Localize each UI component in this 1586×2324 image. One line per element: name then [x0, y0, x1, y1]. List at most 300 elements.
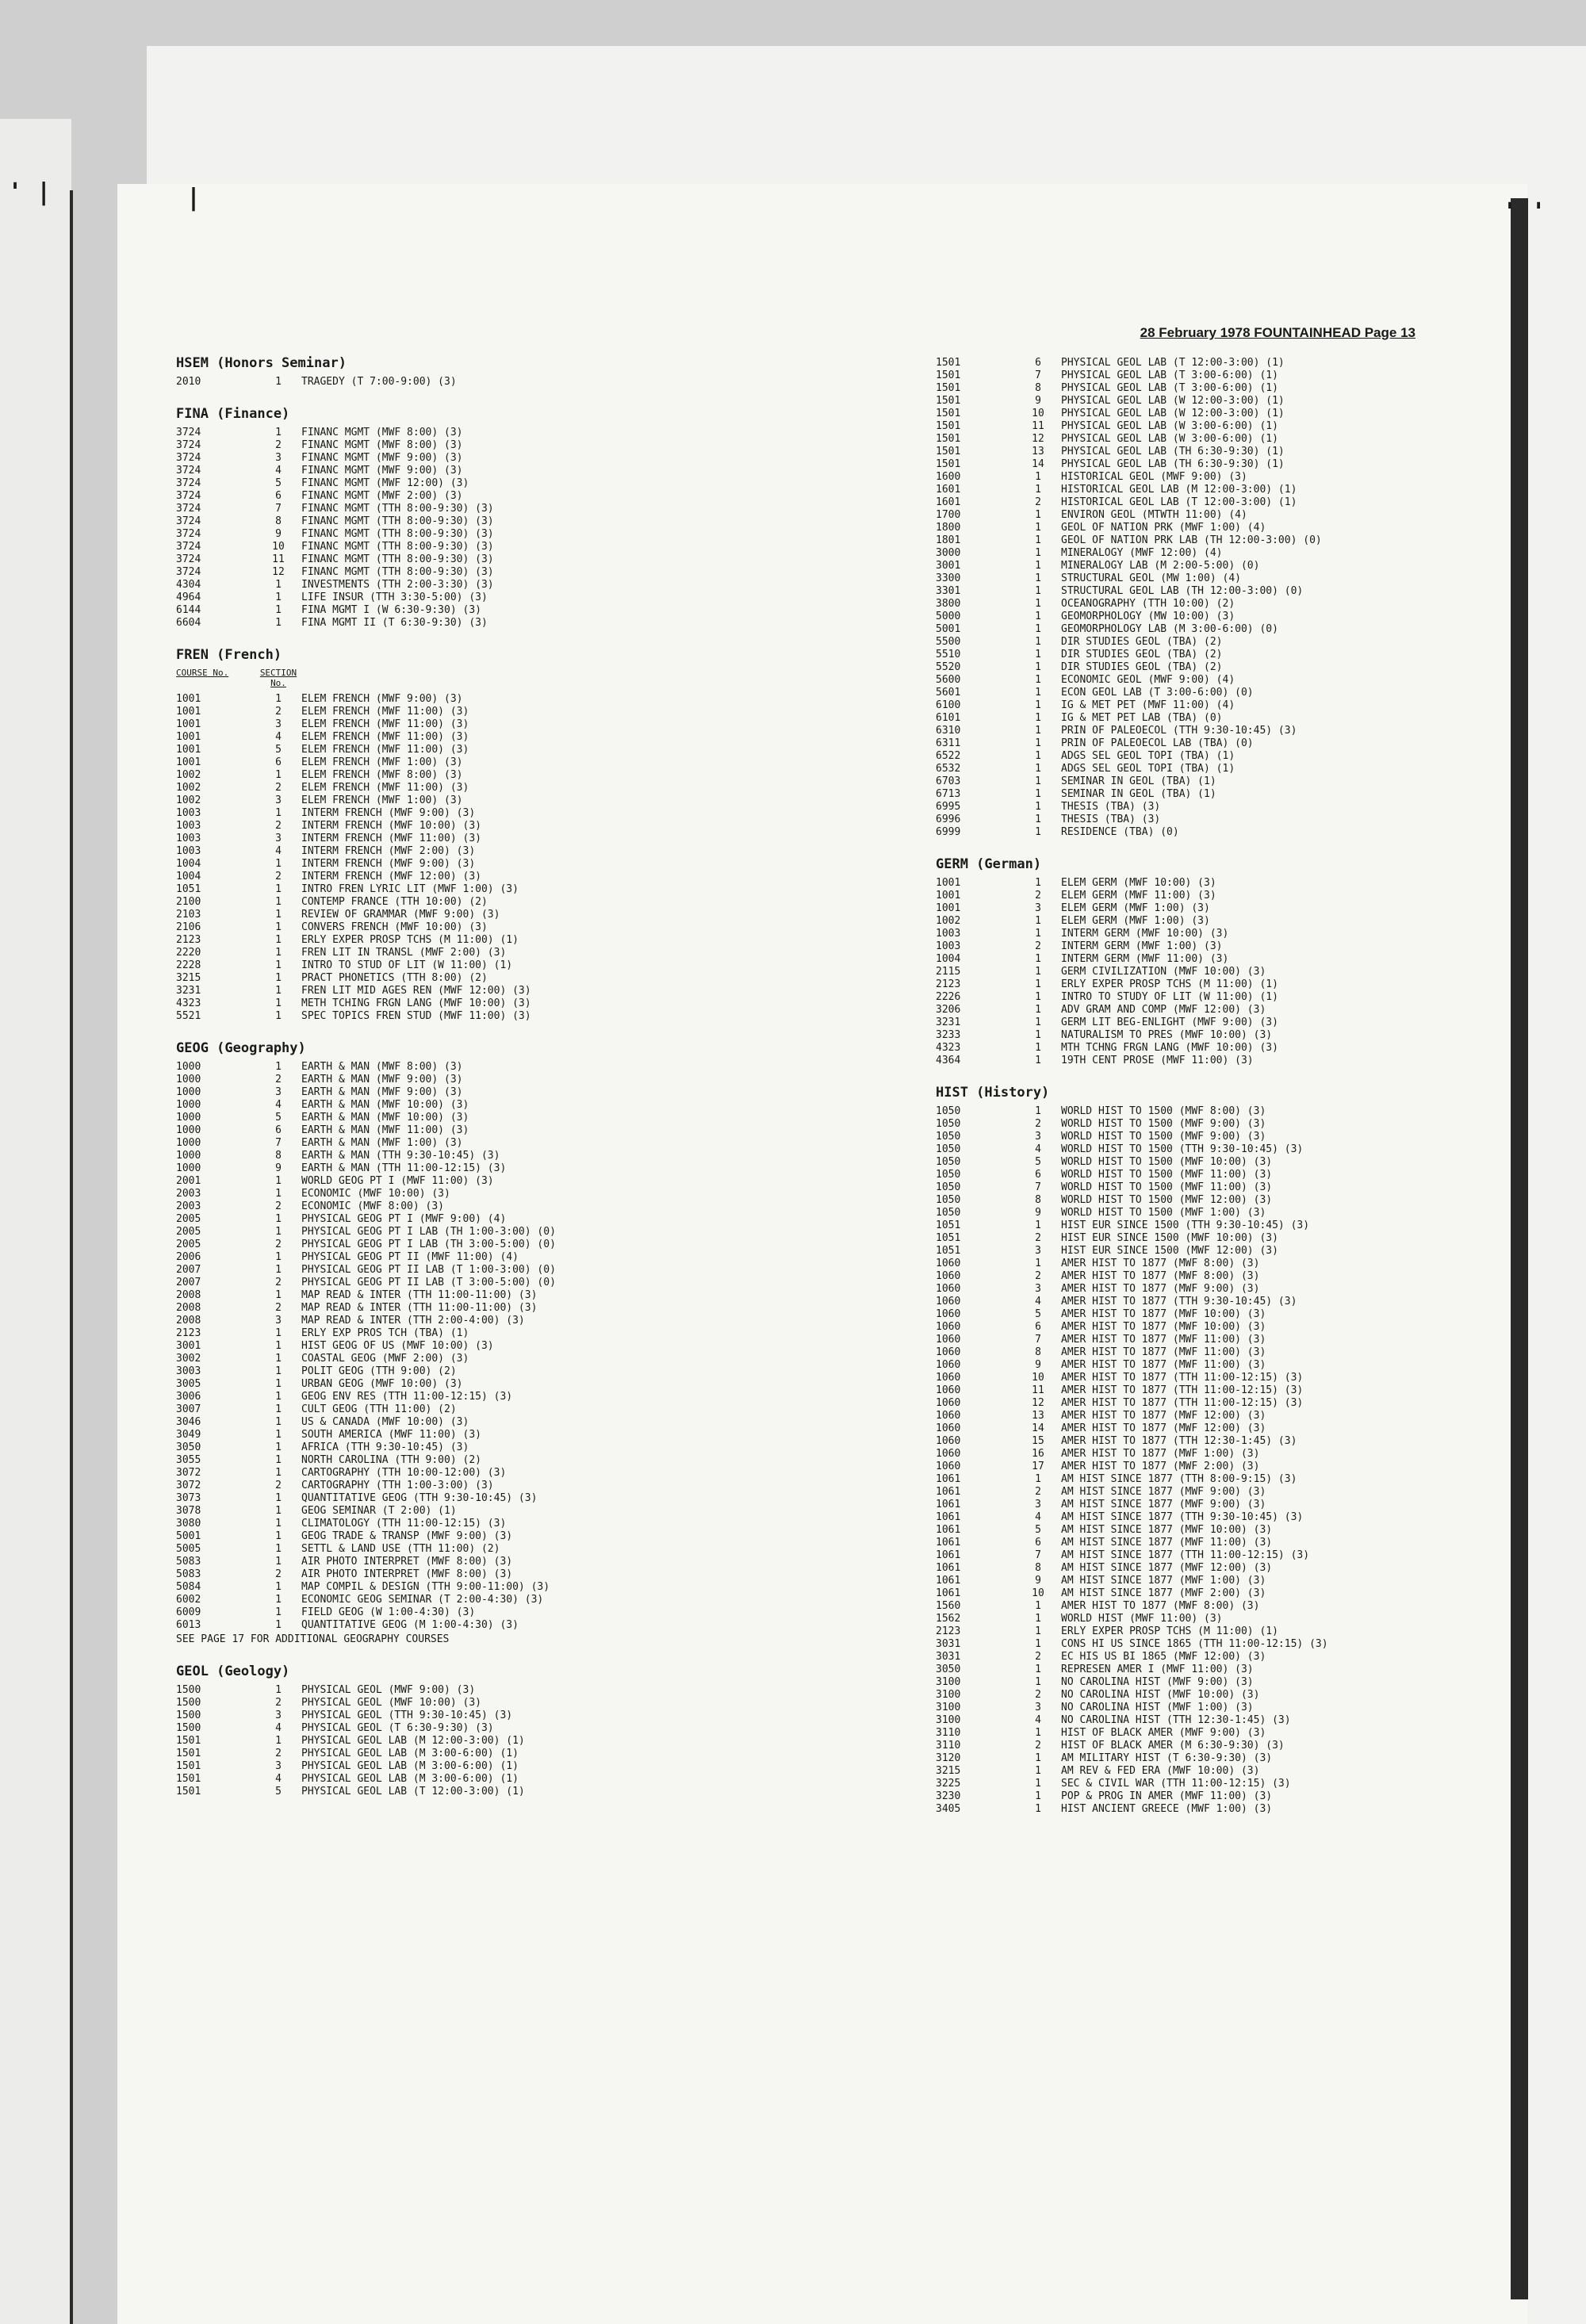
course-number: 1060 [936, 1283, 961, 1295]
course-row [936, 1258, 1570, 1270]
course-row [176, 541, 810, 553]
course-row [936, 1410, 1570, 1422]
course-title: FIELD GEOG (W 1:00-4:30) (3) [301, 1606, 476, 1618]
course-section [176, 1042, 810, 1646]
course-row [936, 826, 1570, 839]
course-row [936, 1156, 1570, 1169]
course-title: WORLD HIST TO 1500 (MWF 8:00) (3) [1061, 1105, 1266, 1117]
course-title: AM HIST SINCE 1877 (MWF 11:00) (3) [1061, 1537, 1273, 1549]
section-number: 2 [275, 706, 282, 718]
course-title: PHYSICAL GEOG PT II (MWF 11:00) (4) [301, 1251, 519, 1263]
section-number: 7 [1035, 369, 1041, 381]
course-title: ADV GRAM AND COMP (MWF 12:00) (3) [1061, 1004, 1266, 1016]
course-number: 1061 [936, 1473, 961, 1485]
course-row [176, 1518, 810, 1530]
course-title: GEOG ENV RES (TTH 11:00-12:15) (3) [301, 1391, 513, 1403]
course-section [176, 408, 810, 630]
section-number: 1 [1035, 1752, 1041, 1764]
course-row [936, 1461, 1570, 1473]
course-number: 3005 [176, 1378, 201, 1390]
section-number: 14 [1032, 458, 1044, 470]
course-number: 2106 [176, 921, 201, 933]
course-number: 3206 [936, 1004, 961, 1016]
section-number: 2 [275, 1277, 282, 1288]
course-row [936, 1651, 1570, 1664]
course-number: 2103 [176, 909, 201, 921]
section-number: 1 [1035, 1004, 1041, 1016]
course-row [176, 1581, 810, 1594]
section-number: 1 [1035, 1625, 1041, 1637]
course-number: 3120 [936, 1752, 961, 1764]
course-row [936, 1017, 1570, 1029]
section-number: 1 [1035, 1778, 1041, 1790]
section-number: 3 [1035, 1283, 1041, 1295]
course-title: AM MILITARY HIST (T 6:30-9:30) (3) [1061, 1752, 1273, 1764]
course-title: DIR STUDIES GEOL (TBA) (2) [1061, 649, 1223, 660]
course-number: 3055 [176, 1454, 201, 1466]
course-title: HIST EUR SINCE 1500 (MWF 10:00) (3) [1061, 1232, 1278, 1244]
course-row [176, 1492, 810, 1505]
course-number: 1500 [176, 1697, 201, 1709]
section-number: 3 [1035, 1131, 1041, 1143]
course-number: 1060 [936, 1448, 961, 1460]
section-number: 2 [275, 1074, 282, 1085]
section-number: 1 [275, 592, 282, 603]
course-row [176, 1365, 810, 1378]
course-number: 1060 [936, 1270, 961, 1282]
course-title: INTRO TO STUDY OF LIT (W 11:00) (1) [1061, 991, 1278, 1003]
section-number: 1 [1035, 1664, 1041, 1675]
course-title: GEOMORPHOLOGY LAB (M 3:00-6:00) (0) [1061, 623, 1278, 635]
course-row [936, 1143, 1570, 1156]
course-number: 1003 [176, 807, 201, 819]
section-number: 1 [275, 997, 282, 1009]
section-number: 1 [275, 1505, 282, 1517]
section-number: 1 [275, 1289, 282, 1301]
course-row [936, 775, 1570, 788]
course-row [176, 1619, 810, 1632]
section-number: 1 [275, 883, 282, 895]
course-number: 1000 [176, 1061, 201, 1073]
course-title: AIR PHOTO INTERPRET (MWF 8:00) (3) [301, 1556, 513, 1568]
course-title: CARTOGRAPHY (TTH 1:00-3:00) (3) [301, 1480, 494, 1491]
course-number: 1501 [936, 369, 961, 381]
course-row [936, 890, 1570, 902]
course-row [176, 1543, 810, 1556]
section-number: 8 [1035, 382, 1041, 394]
course-title: OCEANOGRAPHY (TTH 10:00) (2) [1061, 598, 1235, 610]
section-number: 1 [275, 1213, 282, 1225]
course-number: 3072 [176, 1467, 201, 1479]
course-number: 2003 [176, 1188, 201, 1200]
course-title: INTERM FRENCH (MWF 12:00) (3) [301, 871, 481, 883]
section-number: 2 [275, 1239, 282, 1250]
course-title: ECONOMIC GEOL (MWF 9:00) (4) [1061, 674, 1235, 686]
course-row [936, 1765, 1570, 1778]
course-number: 3724 [176, 503, 201, 515]
section-number: 10 [1032, 1372, 1044, 1384]
course-title: FINANC MGMT (TTH 8:00-9:30) (3) [301, 515, 494, 527]
section-number: 1 [275, 1365, 282, 1377]
course-row [936, 966, 1570, 978]
section-number: 9 [275, 528, 282, 540]
course-section [936, 357, 1570, 839]
course-row [176, 1124, 810, 1137]
section-number: 1 [275, 1353, 282, 1365]
course-row [936, 420, 1570, 433]
course-title: ELEM FRENCH (MWF 11:00) (3) [301, 718, 469, 730]
course-number: 1560 [936, 1600, 961, 1612]
course-row [176, 1188, 810, 1200]
course-number: 2100 [176, 896, 201, 908]
course-number: 1004 [936, 953, 961, 965]
course-row [936, 471, 1570, 484]
course-number: 2228 [176, 959, 201, 971]
section-number: 1 [275, 959, 282, 971]
course-row [176, 1722, 810, 1735]
course-row [936, 991, 1570, 1004]
course-row [176, 465, 810, 477]
course-row [936, 737, 1570, 750]
course-title: INTERM FRENCH (MWF 11:00) (3) [301, 833, 481, 844]
section-number: 1 [275, 1340, 282, 1352]
course-row [176, 1568, 810, 1581]
section-number: 3 [275, 1760, 282, 1772]
course-title: AMER HIST TO 1877 (MWF 8:00) (3) [1061, 1600, 1260, 1612]
course-row [936, 1524, 1570, 1537]
section-no-header: SECTION No. [259, 668, 297, 688]
section-number: 1 [1035, 484, 1041, 496]
course-number: 3080 [176, 1518, 201, 1530]
section-number: 1 [1035, 826, 1041, 838]
section-number: 1 [275, 617, 282, 629]
course-row [936, 1727, 1570, 1740]
section-number: 2 [275, 1568, 282, 1580]
section-number: 1 [1035, 1790, 1041, 1802]
course-title: EARTH & MAN (MWF 10:00) (3) [301, 1099, 469, 1111]
course-number: 1000 [176, 1137, 201, 1149]
course-title: ELEM FRENCH (MWF 1:00) (3) [301, 756, 463, 768]
course-row [176, 1239, 810, 1251]
course-row [936, 1308, 1570, 1321]
section-number: 6 [275, 490, 282, 502]
course-row [936, 1384, 1570, 1397]
corner-mark: ' ' [1503, 198, 1546, 226]
section-number: 2 [275, 1748, 282, 1759]
course-title: PHYSICAL GEOL (T 6:30-9:30) (3) [301, 1722, 494, 1734]
section-number: 1 [275, 1606, 282, 1618]
course-title: PHYSICAL GEOL LAB (TH 6:30-9:30) (1) [1061, 458, 1285, 470]
section-number: 8 [1035, 1194, 1041, 1206]
course-number: 6995 [936, 801, 961, 813]
course-title: SETTL & LAND USE (TTH 11:00) (2) [301, 1543, 500, 1555]
course-row [176, 947, 810, 959]
course-number: 3724 [176, 452, 201, 464]
course-row [176, 1175, 810, 1188]
course-number: 2005 [176, 1226, 201, 1238]
course-number: 5601 [936, 687, 961, 699]
course-row [176, 1594, 810, 1606]
course-title: ELEM GERM (MWF 10:00) (3) [1061, 877, 1216, 889]
course-number: 1000 [176, 1162, 201, 1174]
left-column [176, 357, 810, 1817]
section-number: 1 [1035, 775, 1041, 787]
course-number: 5083 [176, 1568, 201, 1580]
section-number: 6 [1035, 1169, 1041, 1181]
course-row [176, 858, 810, 871]
course-number: 6703 [936, 775, 961, 787]
section-number: 3 [275, 718, 282, 730]
course-row [936, 1055, 1570, 1067]
course-number: 1501 [176, 1773, 201, 1785]
course-number: 4304 [176, 579, 201, 591]
course-row [936, 1283, 1570, 1296]
course-row [936, 534, 1570, 547]
course-number: 1050 [936, 1118, 961, 1130]
section-number: 1 [275, 807, 282, 819]
course-title: PHYSICAL GEOL (TTH 9:30-10:45) (3) [301, 1709, 513, 1721]
course-number: 1501 [936, 395, 961, 407]
course-row [936, 1600, 1570, 1613]
course-title: FINANC MGMT (TTH 8:00-9:30) (3) [301, 503, 494, 515]
course-row [936, 1511, 1570, 1524]
section-number: 1 [275, 1010, 282, 1022]
course-row [176, 503, 810, 515]
course-number: 1002 [176, 782, 201, 794]
course-title: AMER HIST TO 1877 (MWF 12:00) (3) [1061, 1422, 1266, 1434]
course-number: 3300 [936, 572, 961, 584]
course-row [936, 1219, 1570, 1232]
course-title: INTERM FRENCH (MWF 9:00) (3) [301, 807, 476, 819]
section-number: 10 [1032, 408, 1044, 419]
course-row [176, 1556, 810, 1568]
course-row [176, 1074, 810, 1086]
previous-page-edge [0, 119, 71, 2324]
course-number: 1060 [936, 1308, 961, 1320]
course-number: 4364 [936, 1055, 961, 1066]
section-number: 3 [1035, 902, 1041, 914]
section-number: 1 [1035, 966, 1041, 978]
course-row [936, 1638, 1570, 1651]
course-title: FINANC MGMT (MWF 9:00) (3) [301, 465, 463, 477]
section-number: 4 [275, 1099, 282, 1111]
course-title: NO CAROLINA HIST (MWF 1:00) (3) [1061, 1702, 1254, 1713]
section-number: 1 [1035, 674, 1041, 686]
course-title: PHYSICAL GEOL LAB (T 12:00-3:00) (1) [301, 1786, 525, 1798]
course-number: 3405 [936, 1803, 961, 1815]
course-title: INTERM FRENCH (MWF 10:00) (3) [301, 820, 481, 832]
course-number: 3724 [176, 439, 201, 451]
course-title: POP & PROG IN AMER (MWF 11:00) (3) [1061, 1790, 1273, 1802]
section-number: 1 [275, 1492, 282, 1504]
course-title: PHYSICAL GEOL LAB (M 12:00-3:00) (1) [301, 1735, 525, 1747]
course-number: 1500 [176, 1722, 201, 1734]
course-number: 3110 [936, 1740, 961, 1752]
section-number: 9 [1035, 1207, 1041, 1219]
course-row [936, 877, 1570, 890]
course-number: 3215 [176, 972, 201, 984]
course-number: 2003 [176, 1200, 201, 1212]
course-number: 1601 [936, 496, 961, 508]
course-number: 3050 [176, 1441, 201, 1453]
course-row [176, 1403, 810, 1416]
course-number: 3225 [936, 1778, 961, 1790]
section-number: 2 [275, 439, 282, 451]
section-number: 1 [275, 769, 282, 781]
section-number: 2 [1035, 1270, 1041, 1282]
section-title: FINA (Finance) [176, 406, 290, 422]
course-title: ERLY EXP PROS TCH (TBA) (1) [301, 1327, 469, 1339]
course-row [936, 1587, 1570, 1600]
course-title: EARTH & MAN (MWF 11:00) (3) [301, 1124, 469, 1136]
section-number: 5 [275, 1786, 282, 1798]
course-row [936, 661, 1570, 674]
course-row [936, 1042, 1570, 1055]
course-title: CARTOGRAPHY (TTH 10:00-12:00) (3) [301, 1467, 507, 1479]
course-number: 1000 [176, 1099, 201, 1111]
course-number: 4323 [936, 1042, 961, 1054]
course-title: PHYSICAL GEOL LAB (T 12:00-3:00) (1) [1061, 357, 1285, 369]
course-number: 3000 [936, 547, 961, 559]
section-number: 1 [1035, 1638, 1041, 1650]
section-number: 1 [275, 1543, 282, 1555]
section-number: 1 [275, 985, 282, 997]
course-row [936, 1105, 1570, 1118]
course-row [936, 763, 1570, 775]
course-row [936, 1790, 1570, 1803]
course-number: 3724 [176, 566, 201, 578]
course-number: 3031 [936, 1651, 961, 1663]
course-number: 1051 [936, 1219, 961, 1231]
section-number: 1 [1035, 1055, 1041, 1066]
course-number: 6311 [936, 737, 961, 749]
course-number: 2005 [176, 1213, 201, 1225]
course-title: REPRESEN AMER I (MWF 11:00) (3) [1061, 1664, 1254, 1675]
course-row [176, 744, 810, 756]
course-row [936, 1702, 1570, 1714]
course-row [936, 611, 1570, 623]
course-number: 2008 [176, 1289, 201, 1301]
course-number: 3724 [176, 477, 201, 489]
course-row [936, 801, 1570, 814]
course-row [936, 623, 1570, 636]
course-title: ERLY EXPER PROSP TCHS (M 11:00) (1) [1061, 978, 1278, 990]
course-title: DIR STUDIES GEOL (TBA) (2) [1061, 661, 1223, 673]
course-row [176, 1112, 810, 1124]
course-number: 1050 [936, 1194, 961, 1206]
section-number: 1 [1035, 1219, 1041, 1231]
course-row [176, 1200, 810, 1213]
course-row [176, 871, 810, 883]
course-number: 1051 [936, 1232, 961, 1244]
course-title: FREN LIT MID AGES REN (MWF 12:00) (3) [301, 985, 531, 997]
course-number: 5084 [176, 1581, 201, 1593]
course-section [936, 1086, 1570, 1816]
course-row [936, 1334, 1570, 1346]
course-title: FINANC MGMT (TTH 8:00-9:30) (3) [301, 553, 494, 565]
course-number: 3100 [936, 1714, 961, 1726]
course-row [936, 1207, 1570, 1219]
course-title: MTH TCHNG FRGN LANG (MWF 10:00) (3) [1061, 1042, 1278, 1054]
course-number: 1060 [936, 1372, 961, 1384]
course-row [936, 649, 1570, 661]
course-row [176, 756, 810, 769]
course-number: 1600 [936, 471, 961, 483]
section-number: 6 [1035, 1537, 1041, 1549]
course-number: 3724 [176, 515, 201, 527]
section-number: 3 [275, 833, 282, 844]
course-row [176, 909, 810, 921]
course-row [176, 604, 810, 617]
section-number: 1 [1035, 687, 1041, 699]
course-row [936, 1232, 1570, 1245]
course-number: 3724 [176, 541, 201, 553]
course-number: 3050 [936, 1664, 961, 1675]
course-number: 2008 [176, 1302, 201, 1314]
course-row [176, 1086, 810, 1099]
course-number: 1801 [936, 534, 961, 546]
course-number: 3100 [936, 1689, 961, 1701]
section-number: 1 [1035, 1105, 1041, 1117]
section-number: 1 [275, 947, 282, 959]
course-number: 1060 [936, 1258, 961, 1269]
course-number: 1800 [936, 522, 961, 534]
course-row [936, 788, 1570, 801]
course-title: HISTORICAL GEOL LAB (M 12:00-3:00) (1) [1061, 484, 1297, 496]
course-title: HIST GEOG OF US (MWF 10:00) (3) [301, 1340, 494, 1352]
course-row [176, 1480, 810, 1492]
course-row [176, 883, 810, 896]
course-title: WORLD GEOG PT I (MWF 11:00) (3) [301, 1175, 494, 1187]
course-title: AM HIST SINCE 1877 (MWF 10:00) (3) [1061, 1524, 1273, 1536]
course-title: RESIDENCE (TBA) (0) [1061, 826, 1179, 838]
course-title: FREN LIT IN TRANSL (MWF 2:00) (3) [301, 947, 507, 959]
section-number: 3 [1035, 1499, 1041, 1510]
course-row [936, 674, 1570, 687]
course-title: IG & MET PET LAB (TBA) (0) [1061, 712, 1223, 724]
course-title: IG & MET PET (MWF 11:00) (4) [1061, 699, 1235, 711]
course-title: ELEM FRENCH (MWF 8:00) (3) [301, 769, 463, 781]
course-title: PHYSICAL GEOG PT I LAB (TH 1:00-3:00) (0) [301, 1226, 556, 1238]
course-number: 3231 [936, 1017, 961, 1028]
course-title: DIR STUDIES GEOL (TBA) (2) [1061, 636, 1223, 648]
course-number: 3233 [936, 1029, 961, 1041]
course-row [936, 1321, 1570, 1334]
course-row [176, 376, 810, 389]
course-number: 2008 [176, 1315, 201, 1327]
course-title: ELEM FRENCH (MWF 11:00) (3) [301, 782, 469, 794]
course-title: HISTORICAL GEOL LAB (T 12:00-3:00) (1) [1061, 496, 1297, 508]
course-row [176, 1786, 810, 1798]
course-row [936, 1422, 1570, 1435]
course-number: 1050 [936, 1105, 961, 1117]
course-title: AM REV & FED ERA (MWF 10:00) (3) [1061, 1765, 1260, 1777]
course-title: SEC & CIVIL WAR (TTH 11:00-12:15) (3) [1061, 1778, 1291, 1790]
section-number: 1 [275, 1251, 282, 1263]
course-number: 3301 [936, 585, 961, 597]
course-title: EARTH & MAN (MWF 10:00) (3) [301, 1112, 469, 1124]
course-title: EARTH & MAN (TTH 9:30-10:45) (3) [301, 1150, 500, 1162]
course-title: AMER HIST TO 1877 (TTH 11:00-12:15) (3) [1061, 1384, 1304, 1396]
course-number: 1050 [936, 1207, 961, 1219]
course-row [936, 572, 1570, 585]
course-title: AMER HIST TO 1877 (MWF 10:00) (3) [1061, 1308, 1266, 1320]
course-title: INVESTMENTS (TTH 2:00-3:30) (3) [301, 579, 494, 591]
course-number: 1500 [176, 1684, 201, 1696]
course-row [936, 1689, 1570, 1702]
course-row [176, 985, 810, 997]
section-number: 1 [275, 934, 282, 946]
